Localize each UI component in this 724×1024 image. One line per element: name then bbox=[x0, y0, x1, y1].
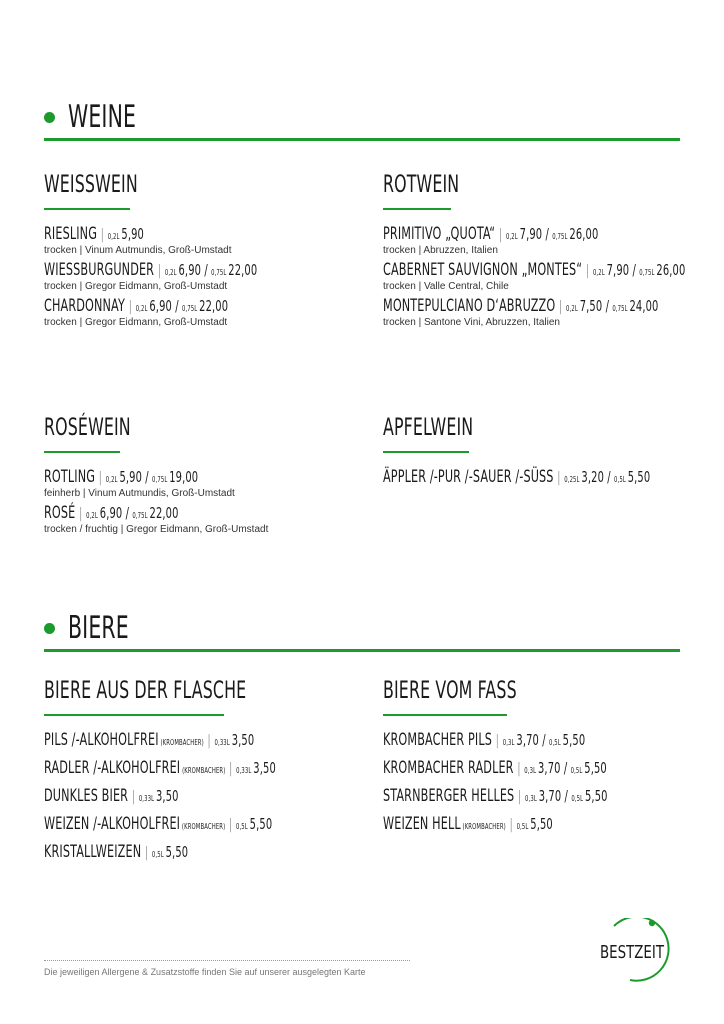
price-value: 5,50 bbox=[530, 815, 553, 833]
menu-item bbox=[383, 786, 703, 812]
size-label: 0,2L bbox=[135, 304, 150, 313]
item-name: CHARDONNAY bbox=[44, 296, 125, 316]
section-weine-heading bbox=[44, 99, 171, 135]
item-name: ROSÉ bbox=[44, 503, 76, 523]
price-value: 5,90 bbox=[121, 225, 144, 243]
price-line bbox=[517, 814, 553, 833]
category-title: ROSÉWEIN bbox=[44, 413, 131, 441]
menu-item bbox=[383, 814, 703, 840]
bullet-dot-icon bbox=[44, 623, 55, 634]
size-label: 0,2L bbox=[107, 232, 122, 241]
section-divider bbox=[44, 649, 680, 652]
size-label: 0,5L bbox=[548, 738, 563, 747]
price-separator: / bbox=[122, 504, 133, 522]
price-value: 6,90 bbox=[99, 504, 123, 522]
category-underline bbox=[383, 451, 469, 453]
price-separator: / bbox=[142, 468, 153, 486]
price-value: 3,70 bbox=[538, 787, 562, 805]
size-label: 0,25L bbox=[564, 475, 582, 484]
rotwein-column bbox=[383, 172, 703, 332]
separator-bar: | bbox=[506, 817, 516, 833]
price-line bbox=[165, 260, 257, 279]
price-value: 7,90 bbox=[606, 261, 630, 279]
price-separator: / bbox=[542, 225, 553, 243]
item-name: ÄPPLER /-PUR /-SAUER /-SÜSS bbox=[383, 467, 554, 487]
price-separator: / bbox=[602, 297, 613, 315]
size-label: 0,5L bbox=[151, 850, 166, 859]
item-description: trocken / fruchtig | Gregor Eidmann, Groß-Umstadt bbox=[44, 524, 269, 535]
price-line bbox=[236, 814, 272, 833]
item-description: feinherb | Vinum Autmundis, Groß-Umstadt bbox=[44, 488, 235, 499]
separator-bar: | bbox=[554, 470, 564, 486]
category-title: BIERE VOM FASS bbox=[383, 676, 517, 704]
price-line bbox=[139, 786, 179, 805]
price-line bbox=[108, 224, 144, 243]
separator-bar: | bbox=[225, 817, 236, 833]
price-value: 5,50 bbox=[249, 815, 273, 833]
flasche-list bbox=[44, 730, 364, 868]
separator-bar: | bbox=[125, 299, 136, 315]
item-name: PRIMITIVO „QUOTA“ bbox=[383, 224, 496, 244]
price-value: 22,00 bbox=[149, 504, 179, 522]
section-title: WEINE bbox=[68, 99, 137, 135]
separator-bar: | bbox=[555, 299, 566, 315]
logo-text: BESTZEIT bbox=[600, 942, 665, 963]
separator-bar: | bbox=[492, 733, 503, 749]
price-value: 3,70 bbox=[537, 759, 561, 777]
rotwein-list bbox=[383, 224, 703, 329]
menu-item bbox=[44, 758, 364, 784]
separator-bar: | bbox=[97, 227, 108, 243]
separator-bar: | bbox=[154, 263, 165, 279]
menu-item bbox=[44, 814, 364, 840]
size-label: 0,5L bbox=[570, 766, 585, 775]
price-value: 22,00 bbox=[228, 261, 258, 279]
price-line bbox=[564, 467, 650, 486]
separator-bar: | bbox=[76, 506, 86, 522]
menu-item bbox=[44, 503, 364, 536]
item-name: STARNBERGER HELLES bbox=[383, 786, 515, 806]
price-line bbox=[106, 467, 198, 486]
menu-item bbox=[44, 467, 364, 500]
price-line bbox=[593, 260, 685, 279]
price-value: 3,50 bbox=[155, 787, 179, 805]
price-value: 26,00 bbox=[569, 225, 599, 243]
menu-item bbox=[383, 730, 703, 756]
rosewein-column bbox=[44, 415, 364, 539]
item-description: trocken | Gregor Eidmann, Groß-Umstadt bbox=[44, 281, 228, 292]
size-label: 0,33L bbox=[214, 738, 232, 747]
price-value: 5,50 bbox=[165, 843, 189, 861]
size-label: 0,75L bbox=[211, 268, 229, 277]
brand-label: (KROMBACHER) bbox=[158, 738, 204, 747]
size-label: 0,2L bbox=[592, 268, 607, 277]
separator-bar: | bbox=[226, 761, 236, 777]
price-separator: / bbox=[561, 787, 572, 805]
price-line bbox=[136, 296, 228, 315]
price-line bbox=[506, 224, 598, 243]
size-label: 0,2L bbox=[566, 304, 580, 313]
brand-label: (KROMBACHER) bbox=[180, 822, 226, 831]
size-label: 0,2L bbox=[86, 511, 100, 520]
item-description: trocken | Abruzzen, Italien bbox=[383, 245, 498, 256]
price-value: 3,50 bbox=[253, 759, 276, 777]
price-value: 22,00 bbox=[199, 297, 229, 315]
price-value: 19,00 bbox=[169, 468, 199, 486]
item-name: ROTLING bbox=[44, 467, 96, 487]
size-label: 0,5L bbox=[235, 822, 250, 831]
price-line bbox=[236, 758, 276, 777]
price-value: 3,50 bbox=[231, 731, 255, 749]
menu-item bbox=[44, 296, 364, 329]
menu-item bbox=[383, 758, 703, 784]
size-label: 0,75L bbox=[639, 268, 657, 277]
menu-item bbox=[44, 842, 364, 868]
flasche-column bbox=[44, 678, 364, 870]
brand-label: (KROMBACHER) bbox=[460, 822, 506, 831]
fass-list bbox=[383, 730, 703, 840]
section-biere-heading bbox=[44, 610, 160, 646]
item-description: trocken | Vinum Autmundis, Groß-Umstadt bbox=[44, 245, 232, 256]
category-underline bbox=[44, 208, 130, 210]
item-name: RIESLING bbox=[44, 224, 98, 244]
price-value: 7,90 bbox=[519, 225, 543, 243]
item-name: KROMBACHER RADLER bbox=[383, 758, 514, 778]
item-name: DUNKLES BIER bbox=[44, 786, 129, 806]
menu-item bbox=[383, 296, 703, 329]
price-line bbox=[86, 503, 178, 522]
size-label: 0,33L bbox=[236, 766, 254, 775]
footer-divider bbox=[44, 960, 410, 961]
price-line bbox=[525, 786, 608, 805]
price-separator: / bbox=[201, 261, 212, 279]
item-name: MONTEPULCIANO D‘ABRUZZO bbox=[383, 296, 556, 316]
price-separator: / bbox=[560, 759, 571, 777]
menu-item bbox=[44, 260, 364, 293]
size-label: 0,3L bbox=[525, 794, 539, 803]
price-value: 7,50 bbox=[579, 297, 603, 315]
separator-bar: | bbox=[204, 733, 214, 749]
size-label: 0,33L bbox=[138, 794, 156, 803]
item-name: WEIZEN HELL bbox=[383, 814, 461, 834]
price-value: 3,20 bbox=[581, 468, 605, 486]
separator-bar: | bbox=[495, 227, 506, 243]
size-label: 0,75L bbox=[612, 304, 630, 313]
category-underline bbox=[383, 208, 451, 210]
price-separator: / bbox=[629, 261, 640, 279]
apfelwein-list bbox=[383, 467, 703, 488]
brand-label: (KROMBACHER) bbox=[180, 766, 226, 775]
price-value: 5,50 bbox=[627, 468, 651, 486]
size-label: 0,75L bbox=[132, 511, 150, 520]
item-name: RADLER /-ALKOHOLFREI bbox=[44, 758, 181, 778]
price-line bbox=[524, 758, 607, 777]
price-value: 5,50 bbox=[585, 787, 608, 805]
menu-item bbox=[383, 224, 703, 257]
category-title: APFELWEIN bbox=[383, 413, 474, 441]
price-line bbox=[152, 842, 188, 861]
price-value: 5,50 bbox=[584, 759, 607, 777]
size-label: 0,2L bbox=[505, 232, 520, 241]
price-value: 5,90 bbox=[119, 468, 143, 486]
separator-bar: | bbox=[582, 263, 593, 279]
item-name: WIESSBURGUNDER bbox=[44, 260, 155, 280]
price-separator: / bbox=[538, 731, 549, 749]
item-name: WEIZEN /-ALKOHOLFREI bbox=[44, 814, 181, 834]
item-description: trocken | Valle Central, Chile bbox=[383, 281, 509, 292]
menu-item bbox=[44, 730, 364, 756]
price-line bbox=[503, 730, 586, 749]
size-label: 0,3L bbox=[524, 766, 538, 775]
category-title: WEISSWEIN bbox=[44, 170, 138, 198]
price-value: 3,70 bbox=[516, 731, 539, 749]
separator-bar: | bbox=[514, 789, 525, 805]
price-separator: / bbox=[171, 297, 182, 315]
size-label: 0,2L bbox=[105, 475, 120, 484]
price-line bbox=[215, 730, 255, 749]
item-description: trocken | Gregor Eidmann, Groß-Umstadt bbox=[44, 317, 228, 328]
category-title: BIERE AUS DER FLASCHE bbox=[44, 676, 247, 704]
item-name: KROMBACHER PILS bbox=[383, 730, 492, 750]
size-label: 0,75L bbox=[181, 304, 200, 313]
menu-item bbox=[44, 786, 364, 812]
category-underline bbox=[44, 451, 120, 453]
weisswein-column bbox=[44, 172, 364, 332]
section-divider bbox=[44, 138, 680, 141]
separator-bar: | bbox=[514, 761, 524, 777]
size-label: 0,75L bbox=[552, 232, 570, 241]
price-value: 6,90 bbox=[178, 261, 202, 279]
bullet-dot-icon bbox=[44, 112, 55, 123]
price-value: 6,90 bbox=[149, 297, 172, 315]
category-underline bbox=[44, 714, 224, 716]
category-underline bbox=[383, 714, 507, 716]
size-label: 0,3L bbox=[502, 738, 517, 747]
fass-column bbox=[383, 678, 703, 842]
separator-bar: | bbox=[141, 845, 152, 861]
section-title: BIERE bbox=[68, 610, 129, 646]
item-name: PILS /-ALKOHOLFREI bbox=[44, 730, 159, 750]
separator-bar: | bbox=[128, 789, 139, 805]
menu-item bbox=[383, 467, 703, 488]
size-label: 0,75L bbox=[152, 475, 170, 484]
item-name: KRISTALLWEIZEN bbox=[44, 842, 142, 862]
price-value: 24,00 bbox=[629, 297, 659, 315]
footer-note: Die jeweiligen Allergene & Zusatzstoffe finden Sie auf unserer ausgelegten Karte bbox=[44, 967, 366, 977]
item-name: CABERNET SAUVIGNON „MONTES“ bbox=[383, 260, 583, 280]
separator-bar: | bbox=[95, 470, 106, 486]
item-description: trocken | Santone Vini, Abruzzen, Italien bbox=[383, 317, 560, 328]
bestzeit-logo bbox=[590, 918, 682, 982]
price-line bbox=[566, 296, 658, 315]
weisswein-list bbox=[44, 224, 364, 329]
menu-item bbox=[44, 224, 364, 257]
category-title: ROTWEIN bbox=[383, 170, 460, 198]
price-value: 26,00 bbox=[656, 261, 686, 279]
size-label: 0,5L bbox=[571, 794, 586, 803]
size-label: 0,2L bbox=[164, 268, 179, 277]
price-separator: / bbox=[604, 468, 615, 486]
rosewein-list bbox=[44, 467, 364, 536]
menu-item bbox=[383, 260, 703, 293]
size-label: 0,5L bbox=[516, 822, 531, 831]
price-value: 5,50 bbox=[562, 731, 586, 749]
size-label: 0,5L bbox=[614, 475, 628, 484]
apfelwein-column bbox=[383, 415, 703, 490]
